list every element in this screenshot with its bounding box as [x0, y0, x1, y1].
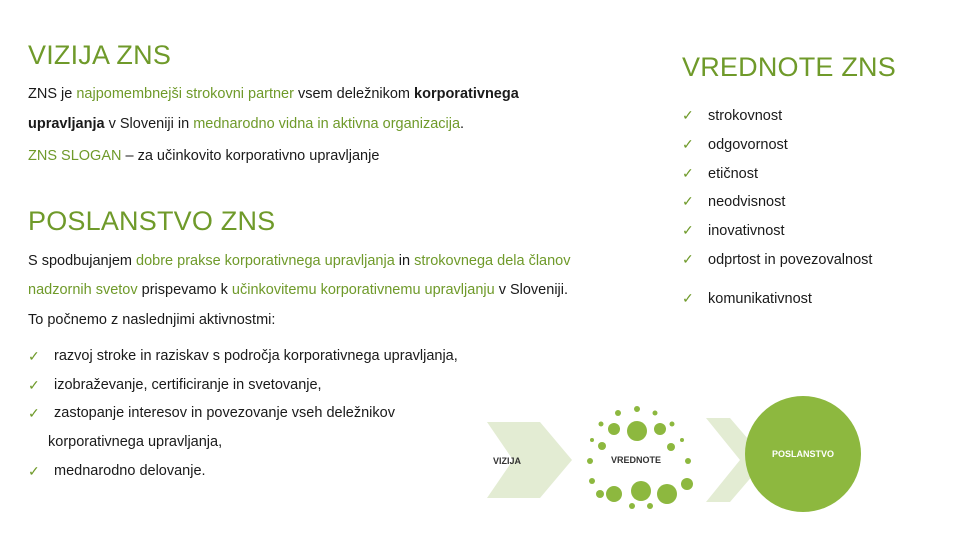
highlight-text: učinkovitemu korporativnemu upravljanju [231, 282, 495, 298]
ring-dot [596, 490, 604, 498]
ring-dot [606, 486, 622, 502]
ring-dot [681, 478, 693, 490]
text: prispevamo k [137, 282, 232, 298]
poslanstvo-label: POSLANSTVO [771, 449, 835, 459]
ring-dot [680, 438, 684, 442]
activity-item: razvoj stroke in raziskav s področja korporativnega upravljanja, [54, 348, 458, 364]
value-item: odgovornost [708, 137, 788, 153]
ring-dot [627, 421, 647, 441]
bold-text: korporativnega [414, 86, 519, 102]
vizija-label: VIZIJA [493, 456, 522, 466]
check-icon: ✓ [28, 463, 40, 479]
ring-dot [653, 411, 658, 416]
check-icon: ✓ [682, 136, 694, 152]
ring-dot [654, 423, 666, 435]
highlight-text: mednarodno vidna in aktivna organizacija [193, 116, 461, 132]
ring-dot [598, 442, 606, 450]
activity-item: zastopanje interesov in povezovanje vseh deležnikov [54, 405, 395, 421]
ring-dot [685, 458, 691, 464]
check-icon: ✓ [28, 405, 40, 421]
ring-dot [657, 484, 677, 504]
vrednote-label: VREDNOTE [611, 455, 662, 465]
text: in [394, 253, 415, 269]
check-icon: ✓ [682, 193, 694, 209]
poslanstvo-title: POSLANSTVO ZNS [28, 206, 276, 236]
ring-dot [608, 423, 620, 435]
value-item: neodvisnost [708, 194, 786, 210]
text: v Sloveniji. [494, 282, 569, 298]
check-icon: ✓ [682, 107, 694, 123]
poslanstvo-intro: To počnemo z naslednjimi aktivnostmi: [28, 312, 276, 328]
slogan-text: – za učinkovito korporativno upravljanje [121, 148, 380, 164]
ring-dot [670, 422, 675, 427]
ring-dot [587, 458, 593, 464]
activity-item: izobraževanje, certificiranje in svetovanje, [54, 377, 322, 393]
ring-dot [599, 422, 604, 427]
text: vsem deležnikom [293, 86, 415, 102]
text: S spodbujanjem [28, 253, 137, 269]
slogan-label: ZNS SLOGAN [28, 148, 122, 164]
check-icon: ✓ [28, 377, 40, 393]
ring-dot [667, 443, 675, 451]
highlight-text: dobre prakse korporativnega upravljanja [136, 253, 395, 269]
highlight-text: strokovnega dela članov [414, 253, 571, 269]
text: ZNS je [28, 86, 77, 102]
ring-dot [631, 481, 651, 501]
text: v Sloveniji in [104, 116, 194, 132]
value-item: odprtost in povezovalnost [708, 252, 873, 268]
highlight-text: najpomembnejši strokovni partner [76, 86, 294, 102]
value-item: inovativnost [708, 223, 785, 239]
bold-text: upravljanja [28, 116, 105, 132]
check-icon: ✓ [682, 251, 694, 267]
value-item: etičnost [708, 166, 758, 182]
ring-dot [634, 406, 640, 412]
check-icon: ✓ [682, 290, 694, 306]
check-icon: ✓ [28, 348, 40, 364]
vizija-title: VIZIJA ZNS [28, 40, 172, 70]
activity-item-continuation: korporativnega upravljanja, [48, 434, 223, 450]
ring-dot [615, 410, 621, 416]
ring-dot [629, 503, 635, 509]
ring-dot [590, 438, 594, 442]
vrednote-title: VREDNOTE ZNS [682, 52, 896, 82]
value-item: strokovnost [708, 108, 783, 124]
check-icon: ✓ [682, 165, 694, 181]
activity-item: mednarodno delovanje. [54, 463, 206, 479]
highlight-text: nadzornih svetov [28, 282, 138, 298]
ring-dot [647, 503, 653, 509]
text: . [460, 116, 465, 132]
ring-dot [589, 478, 595, 484]
check-icon: ✓ [682, 222, 694, 238]
value-item: komunikativnost [708, 291, 812, 307]
